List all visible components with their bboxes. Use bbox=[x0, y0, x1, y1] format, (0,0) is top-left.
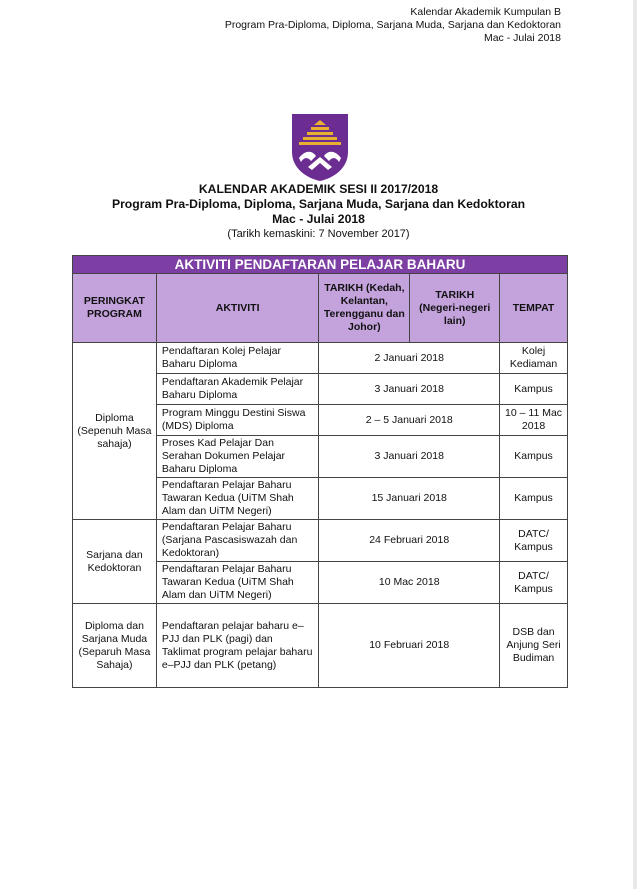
activity-cell: Pendaftaran Pelajar Baharu (Sarjana Pascasiswazah dan Kedoktoran) bbox=[156, 520, 318, 562]
date-cell: 24 Februari 2018 bbox=[319, 520, 500, 562]
place-cell: DSB dan Anjung Seri Budiman bbox=[500, 604, 568, 688]
place-cell: Kampus bbox=[500, 478, 568, 520]
header-activity: AKTIVITI bbox=[156, 274, 318, 343]
title-line1: KALENDAR AKADEMIK SESI II 2017/2018 bbox=[198, 182, 439, 196]
activity-cell: Program Minggu Destini Siswa (MDS) Diploma bbox=[156, 405, 318, 436]
activity-cell: Pendaftaran Pelajar Baharu Tawaran Kedua (UiTM Shah Alam dan UiTM Negeri) bbox=[156, 562, 318, 604]
table-row bbox=[73, 604, 568, 688]
date-cell: 3 Januari 2018 bbox=[319, 374, 500, 405]
header-date-east: TARIKH (Kedah, Kelantan, Terengganu dan Johor) bbox=[319, 274, 410, 342]
header-date-other: TARIKH (Negeri-negeri lain) bbox=[419, 288, 491, 327]
activity-cell: Proses Kad Pelajar Dan Serahan Dokumen Pelajar Baharu Diploma bbox=[156, 436, 318, 478]
title-line3: Mac - Julai 2018 bbox=[272, 212, 365, 226]
program-cell: Sarjana dan Kedoktoran bbox=[73, 520, 157, 604]
place-cell: Kampus bbox=[500, 374, 568, 405]
place-cell: Kolej Kediaman bbox=[500, 343, 568, 374]
uitm-crest-icon bbox=[290, 112, 350, 182]
activity-cell: Pendaftaran Pelajar Baharu Tawaran Kedua (UiTM Shah Alam dan UiTM Negeri) bbox=[156, 478, 318, 520]
document-title bbox=[0, 182, 637, 241]
running-header bbox=[225, 6, 561, 45]
table-banner-row bbox=[73, 256, 568, 274]
date-cell: 3 Januari 2018 bbox=[319, 436, 500, 478]
date-cell: 10 Februari 2018 bbox=[319, 604, 500, 688]
date-cell: 2 – 5 Januari 2018 bbox=[319, 405, 500, 436]
updated-date: (Tarikh kemaskini: 7 November 2017) bbox=[227, 228, 410, 240]
running-header-line1: Kalendar Akademik Kumpulan B bbox=[410, 6, 561, 18]
date-cell: 10 Mac 2018 bbox=[319, 562, 500, 604]
date-cell: 2 Januari 2018 bbox=[319, 343, 500, 374]
place-cell: Kampus bbox=[500, 436, 568, 478]
table-row bbox=[73, 520, 568, 562]
table-header-row bbox=[73, 274, 568, 343]
page-edge bbox=[633, 0, 637, 889]
program-cell: Diploma dan Sarjana Muda (Separuh Masa Sahaja) bbox=[73, 604, 157, 688]
title-line2: Program Pra-Diploma, Diploma, Sarjana Muda, Sarjana dan Kedoktoran bbox=[111, 197, 526, 211]
table-banner: AKTIVITI PENDAFTARAN PELAJAR BAHARU bbox=[73, 256, 568, 274]
registration-table bbox=[72, 255, 568, 688]
activity-cell: Pendaftaran Kolej Pelajar Baharu Diploma bbox=[156, 343, 318, 374]
program-cell: Diploma (Sepenuh Masa sahaja) bbox=[73, 343, 157, 520]
header-program: PERINGKAT PROGRAM bbox=[73, 274, 157, 343]
table-row bbox=[73, 343, 568, 374]
activity-cell: Pendaftaran pelajar baharu e–PJJ dan PLK (pagi) dan Taklimat program pelajar baharu e–PJJ dan PLK (petang) bbox=[156, 604, 318, 688]
activity-cell: Pendaftaran Akademik Pelajar Baharu Diploma bbox=[156, 374, 318, 405]
running-header-line2: Program Pra-Diploma, Diploma, Sarjana Muda, Sarjana dan Kedoktoran bbox=[224, 19, 561, 31]
place-cell: 10 – 11 Mac 2018 bbox=[500, 405, 568, 436]
place-cell: DATC/ Kampus bbox=[500, 562, 568, 604]
place-cell: DATC/ Kampus bbox=[500, 520, 568, 562]
header-place: TEMPAT bbox=[500, 274, 568, 343]
running-header-line3: Mac - Julai 2018 bbox=[483, 32, 561, 44]
date-cell: 15 Januari 2018 bbox=[319, 478, 500, 520]
header-dates bbox=[319, 274, 500, 343]
